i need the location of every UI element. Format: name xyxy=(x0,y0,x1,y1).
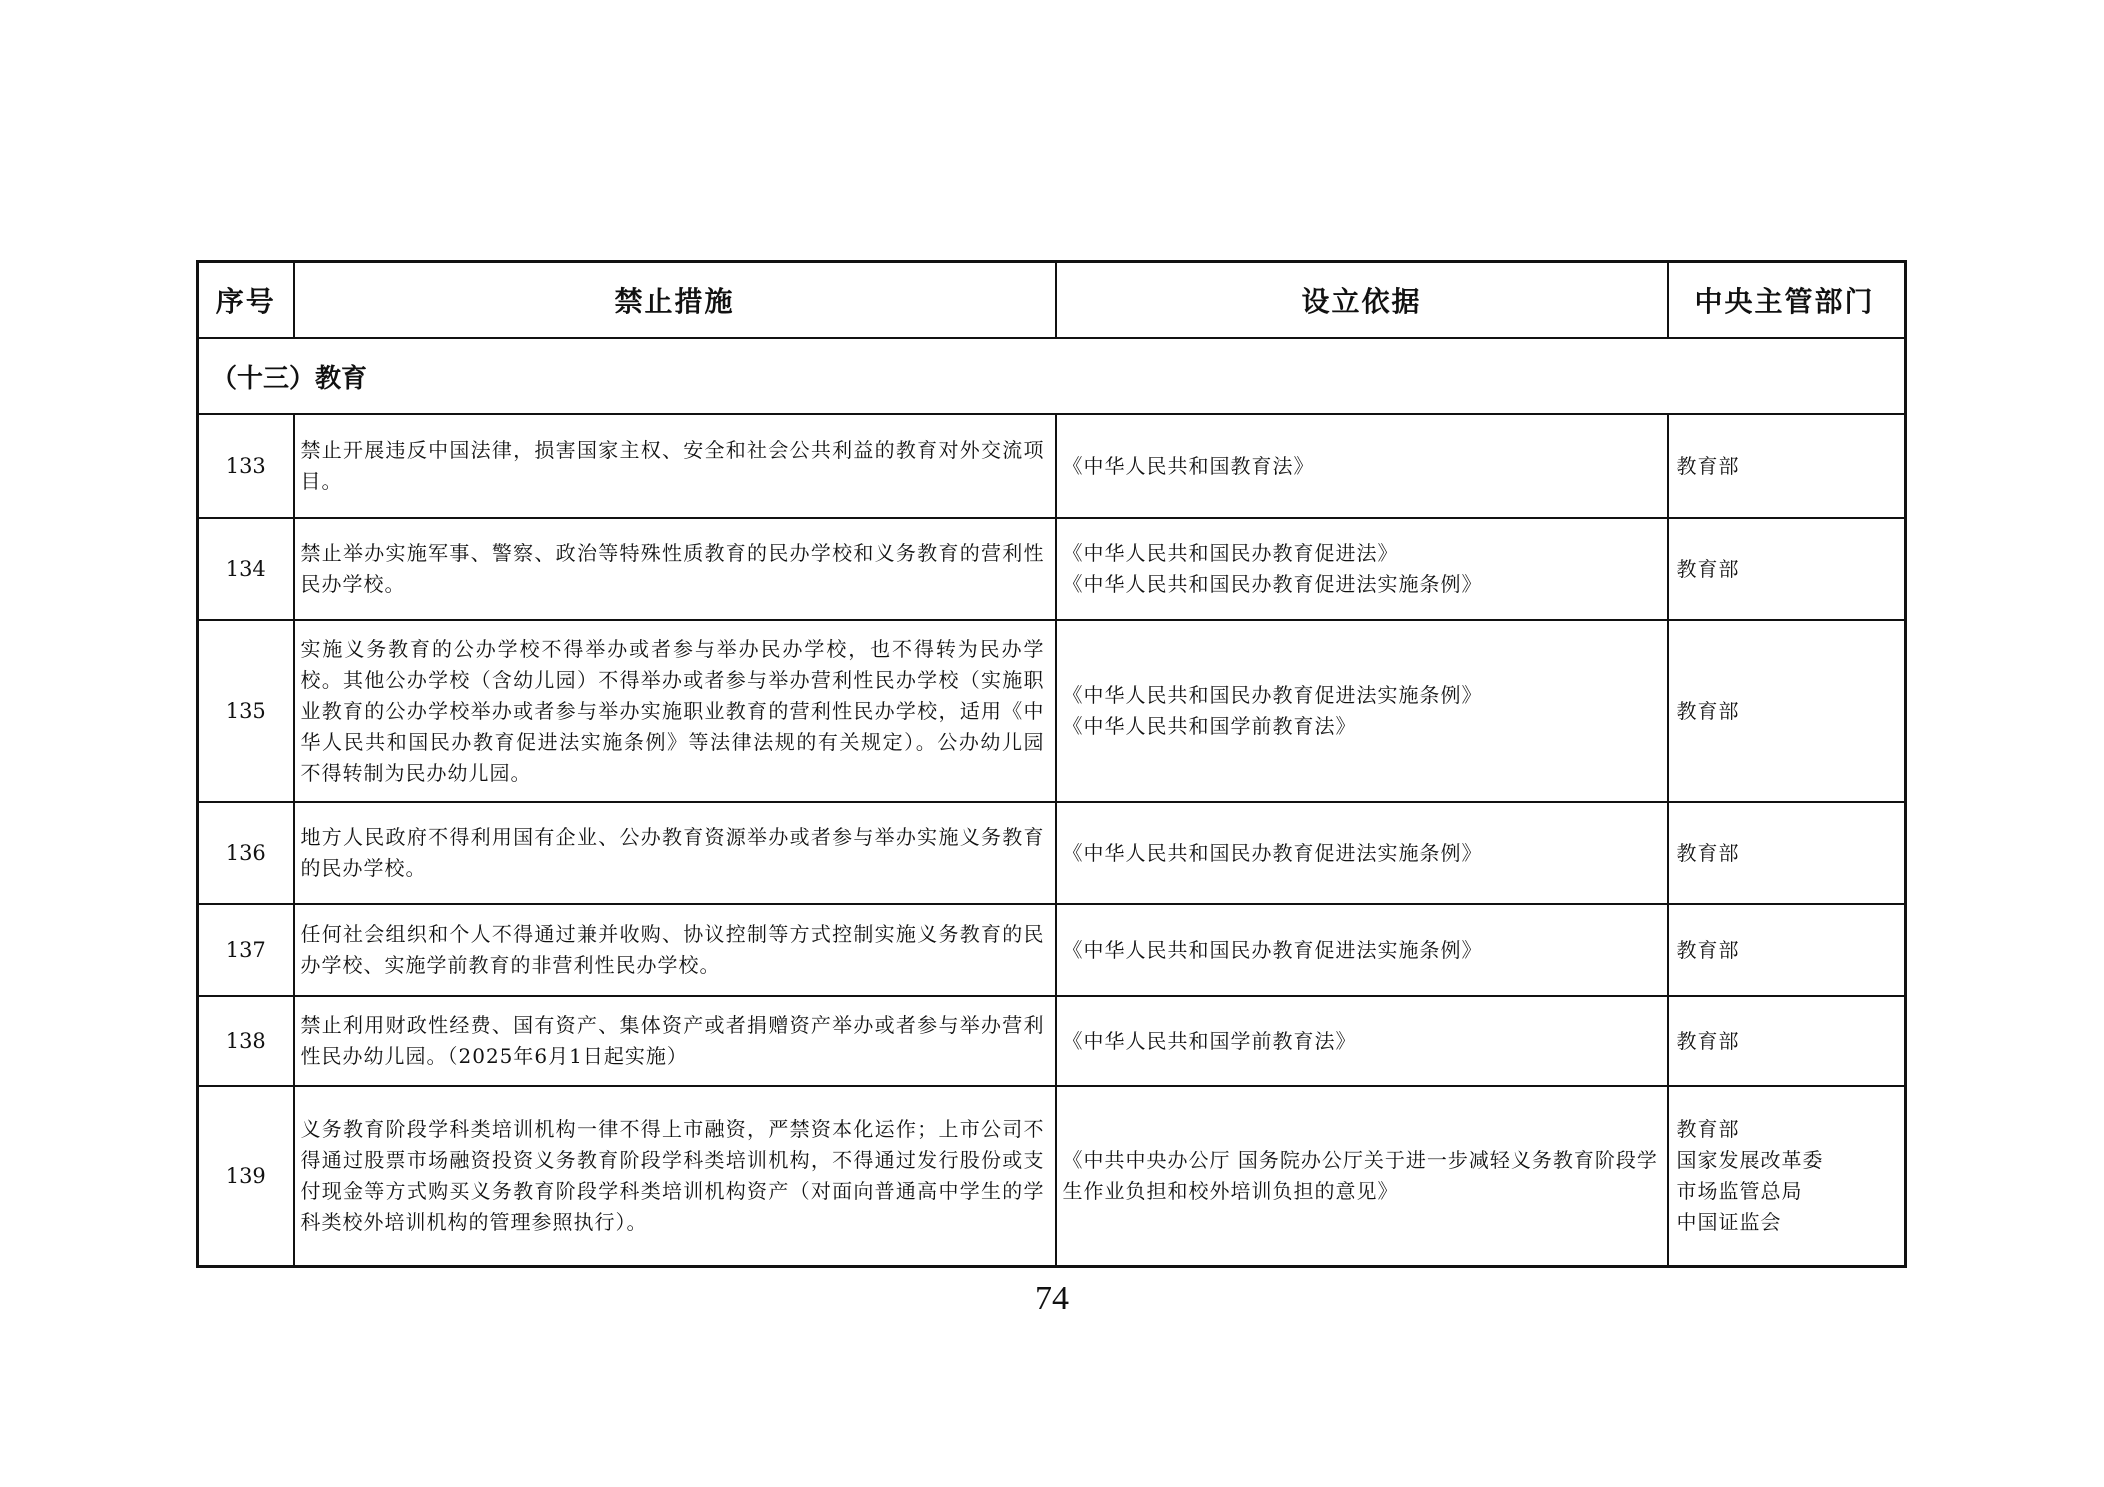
dept-line: 教育部 xyxy=(1676,1028,1740,1053)
row-basis xyxy=(1056,904,1668,996)
table-row xyxy=(198,1086,1906,1266)
row-dept xyxy=(1668,904,1906,996)
row-measure: 地方人民政府不得利用国有企业、公办教育资源举办或者参与举办实施义务教育的民办学校。 xyxy=(294,802,1056,904)
row-dept xyxy=(1668,1086,1906,1266)
row-seq: 139 xyxy=(198,1086,294,1266)
dept-line: 教育部 xyxy=(1676,840,1740,865)
table-row xyxy=(198,620,1906,802)
header-measure: 禁止措施 xyxy=(294,262,1056,339)
row-basis xyxy=(1056,1086,1668,1266)
basis-line: 《中共中央办公厅 国务院办公厅关于进一步减轻义务教育阶段学生作业负担和校外培训负担的意见》 xyxy=(1062,1147,1658,1203)
dept-line: 国家发展改革委 xyxy=(1676,1147,1824,1172)
row-measure: 禁止利用财政性经费、国有资产、集体资产或者捐赠资产举办或者参与举办营利性民办幼儿园。（2025年6月1日起实施） xyxy=(294,996,1056,1086)
row-seq: 138 xyxy=(198,996,294,1086)
table-row xyxy=(198,414,1906,518)
row-measure: 任何社会组织和个人不得通过兼并收购、协议控制等方式控制实施义务教育的民办学校、实施学前教育的非营利性民办学校。 xyxy=(294,904,1056,996)
prohibition-list-table xyxy=(196,260,1907,1268)
row-dept xyxy=(1668,620,1906,802)
row-measure: 实施义务教育的公办学校不得举办或者参与举办民办学校，也不得转为民办学校。其他公办学校（含幼儿园）不得举办或者参与举办营利性民办学校（实施职业教育的公办学校举办或者参与举办实施职业教育的营利性民办学校，适用《中华人民共和国民办教育促进法实施条例》等法律法规的有关规定）。公办幼儿园不得转制为民办幼儿园。 xyxy=(294,620,1056,802)
basis-line: 《中华人民共和国学前教育法》 xyxy=(1062,714,1357,738)
dept-line: 中国证监会 xyxy=(1676,1209,1782,1234)
table-row xyxy=(198,996,1906,1086)
dept-line: 教育部 xyxy=(1676,556,1740,581)
row-seq: 137 xyxy=(198,904,294,996)
dept-line: 教育部 xyxy=(1676,453,1740,478)
header-row xyxy=(198,262,1906,339)
table-row xyxy=(198,518,1906,620)
row-basis xyxy=(1056,802,1668,904)
dept-line: 教育部 xyxy=(1676,698,1740,723)
row-measure: 禁止举办实施军事、警察、政治等特殊性质教育的民办学校和义务教育的营利性民办学校。 xyxy=(294,518,1056,620)
table-header xyxy=(198,262,1906,339)
row-basis xyxy=(1056,620,1668,802)
basis-line: 《中华人民共和国民办教育促进法实施条例》 xyxy=(1062,937,1483,962)
table-body xyxy=(198,338,1906,1266)
header-basis: 设立依据 xyxy=(1056,262,1668,339)
row-seq: 135 xyxy=(198,620,294,802)
row-seq: 134 xyxy=(198,518,294,620)
row-dept xyxy=(1668,518,1906,620)
row-dept xyxy=(1668,996,1906,1086)
table-row xyxy=(198,904,1906,996)
basis-line: 《中华人民共和国教育法》 xyxy=(1062,453,1315,478)
dept-line: 市场监管总局 xyxy=(1676,1178,1803,1203)
dept-line: 教育部 xyxy=(1676,1116,1740,1141)
basis-line: 《中华人民共和国学前教育法》 xyxy=(1062,1028,1357,1053)
dept-line: 教育部 xyxy=(1676,937,1740,962)
section-row xyxy=(198,338,1906,414)
header-seq: 序号 xyxy=(198,262,294,339)
row-basis xyxy=(1056,518,1668,620)
basis-line: 《中华人民共和国民办教育促进法实施条例》 xyxy=(1062,572,1483,596)
basis-line: 《中华人民共和国民办教育促进法实施条例》 xyxy=(1062,840,1483,865)
row-measure: 义务教育阶段学科类培训机构一律不得上市融资，严禁资本化运作；上市公司不得通过股票市场融资投资义务教育阶段学科类培训机构，不得通过发行股份或支付现金等方式购买义务教育阶段学科类培训机构资产（对面向普通高中学生的学科类校外培训机构的管理参照执行）。 xyxy=(294,1086,1056,1266)
row-dept xyxy=(1668,802,1906,904)
row-dept xyxy=(1668,414,1906,518)
basis-line: 《中华人民共和国民办教育促进法实施条例》 xyxy=(1062,683,1483,707)
row-measure: 禁止开展违反中国法律，损害国家主权、安全和社会公共利益的教育对外交流项目。 xyxy=(294,414,1056,518)
page-number: 74 xyxy=(1035,1280,1069,1317)
header-dept: 中央主管部门 xyxy=(1668,262,1906,339)
section-title: （十三）教育 xyxy=(198,338,1906,414)
row-seq: 136 xyxy=(198,802,294,904)
basis-line: 《中华人民共和国民办教育促进法》 xyxy=(1062,541,1399,565)
table-row xyxy=(198,802,1906,904)
row-basis xyxy=(1056,414,1668,518)
row-seq: 133 xyxy=(198,414,294,518)
row-basis xyxy=(1056,996,1668,1086)
